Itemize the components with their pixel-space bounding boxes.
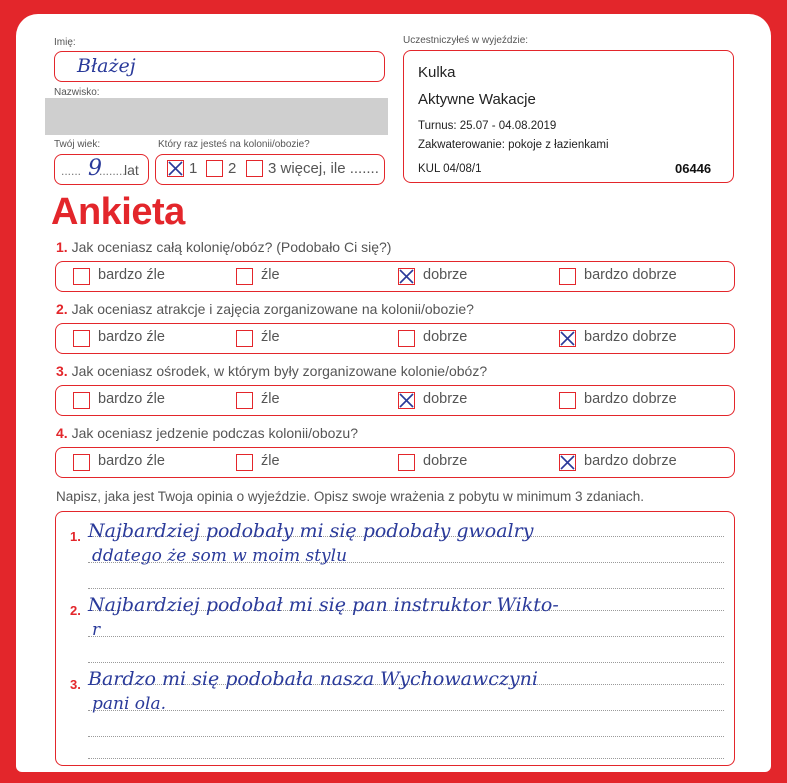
option-label: bardzo dobrze	[584, 453, 677, 469]
option-checkbox[interactable]	[398, 268, 415, 285]
times-question: Który raz jesteś na kolonii/obozie?	[158, 139, 310, 150]
age-label: Twój wiek:	[54, 139, 101, 150]
option-checkbox[interactable]	[559, 268, 576, 285]
writing-line	[88, 710, 724, 711]
option-checkbox[interactable]	[398, 454, 415, 471]
accommodation-value: pokoje z łazienkami	[508, 139, 609, 151]
option-label: bardzo dobrze	[584, 267, 677, 283]
opinion-line-1: Najbardziej podobał mi się pan instruktor Wikto-	[88, 594, 559, 616]
question-text: Jak oceniasz całą kolonię/obóz? (Podobało Ci się?)	[71, 239, 392, 255]
surname-redaction	[45, 98, 388, 135]
age-value: 9	[88, 156, 102, 181]
times-checkbox-2[interactable]	[206, 160, 223, 177]
check-mark-icon	[559, 330, 576, 347]
name-label: Imię:	[54, 37, 76, 48]
question-4	[56, 425, 358, 441]
age-dots: ......	[61, 164, 82, 178]
option-label: dobrze	[423, 391, 468, 407]
option-label: bardzo źle	[98, 453, 165, 469]
accommodation-label: Zakwaterowanie:	[418, 139, 505, 151]
trip-box	[403, 50, 734, 183]
times-checkbox-1[interactable]	[167, 160, 184, 177]
option-checkbox[interactable]	[236, 454, 253, 471]
option-checkbox[interactable]	[398, 330, 415, 347]
option-label: dobrze	[423, 329, 468, 345]
question-2	[56, 301, 474, 317]
writing-line	[88, 588, 724, 589]
question-1-options	[55, 261, 735, 292]
option-label: źle	[261, 453, 280, 469]
age-unit: lat	[124, 162, 139, 178]
times-field	[155, 154, 385, 185]
writing-line	[88, 636, 724, 637]
option-checkbox[interactable]	[559, 330, 576, 347]
trip-program: Aktywne Wakacje	[418, 91, 536, 108]
option-label: bardzo źle	[98, 267, 165, 283]
opinion-line-1: Najbardziej podobały mi się podobały gwoalry	[88, 520, 534, 542]
option-checkbox[interactable]	[73, 454, 90, 471]
times-option-2: 2	[228, 160, 237, 177]
times-checkbox-3[interactable]	[246, 160, 263, 177]
turnus-label: Turnus:	[418, 120, 457, 132]
option-label: źle	[261, 267, 280, 283]
trip-number: 06446	[675, 161, 712, 176]
surname-label: Nazwisko:	[54, 87, 100, 98]
option-checkbox[interactable]	[236, 268, 253, 285]
check-mark-icon	[167, 160, 184, 177]
opinion-number: 2.	[70, 603, 81, 618]
question-2-options	[55, 323, 735, 354]
option-label: źle	[261, 329, 280, 345]
option-label: dobrze	[423, 267, 468, 283]
question-text: Jak oceniasz jedzenie podczas kolonii/obozu?	[71, 425, 358, 441]
age-field[interactable]	[54, 154, 149, 185]
question-number: 4.	[56, 425, 68, 441]
times-option-3: 3 więcej, ile .......	[268, 160, 379, 177]
name-field[interactable]	[54, 51, 385, 82]
opinion-number: 1.	[70, 529, 81, 544]
question-text: Jak oceniasz ośrodek, w którym były zorganizowane kolonie/obóz?	[71, 363, 488, 379]
question-text: Jak oceniasz atrakcje i zajęcia zorganizowane na kolonii/obozie?	[71, 301, 474, 317]
question-number: 1.	[56, 239, 68, 255]
option-label: bardzo dobrze	[584, 329, 677, 345]
check-mark-icon	[398, 268, 415, 285]
check-mark-icon	[398, 392, 415, 409]
option-label: bardzo źle	[98, 391, 165, 407]
option-checkbox[interactable]	[398, 392, 415, 409]
option-checkbox[interactable]	[559, 454, 576, 471]
option-checkbox[interactable]	[559, 392, 576, 409]
name-value: Błażej	[77, 55, 136, 77]
writing-line	[88, 758, 724, 759]
trip-name: Kulka	[418, 64, 456, 81]
trip-turnus	[418, 120, 556, 132]
question-1	[56, 239, 391, 255]
option-label: bardzo źle	[98, 329, 165, 345]
option-label: źle	[261, 391, 280, 407]
question-4-options	[55, 447, 735, 478]
opinion-prompt: Napisz, jaka jest Twoja opinia o wyjeździe. Opisz swoje wrażenia z pobytu w minimum 3 zdaniach.	[56, 489, 645, 504]
opinion-line-2: pani ola.	[92, 694, 167, 714]
check-mark-icon	[559, 454, 576, 471]
opinion-line-2: ddatego że som w moim stylu	[92, 546, 348, 566]
trip-accommodation	[418, 139, 609, 151]
option-checkbox[interactable]	[236, 330, 253, 347]
question-3	[56, 363, 487, 379]
option-label: dobrze	[423, 453, 468, 469]
question-number: 2.	[56, 301, 68, 317]
survey-title: Ankieta	[51, 191, 185, 233]
age-dots-after: ........	[99, 164, 126, 178]
opinion-box[interactable]	[55, 511, 735, 766]
question-number: 3.	[56, 363, 68, 379]
trip-label: Uczestniczyłeś w wyjeździe:	[403, 35, 529, 46]
question-3-options	[55, 385, 735, 416]
option-checkbox[interactable]	[73, 268, 90, 285]
option-checkbox[interactable]	[236, 392, 253, 409]
writing-line	[88, 736, 724, 737]
option-label: bardzo dobrze	[584, 391, 677, 407]
opinion-line-1: Bardzo mi się podobała nasza Wychowawczyni	[88, 668, 538, 690]
turnus-value: 25.07 - 04.08.2019	[459, 120, 557, 132]
survey-sheet	[16, 14, 771, 772]
writing-line	[88, 662, 724, 663]
option-checkbox[interactable]	[73, 330, 90, 347]
opinion-number: 3.	[70, 677, 81, 692]
trip-code: KUL 04/08/1	[418, 163, 482, 175]
opinion-line-2: r	[92, 620, 101, 640]
times-option-1: 1	[189, 160, 198, 177]
option-checkbox[interactable]	[73, 392, 90, 409]
